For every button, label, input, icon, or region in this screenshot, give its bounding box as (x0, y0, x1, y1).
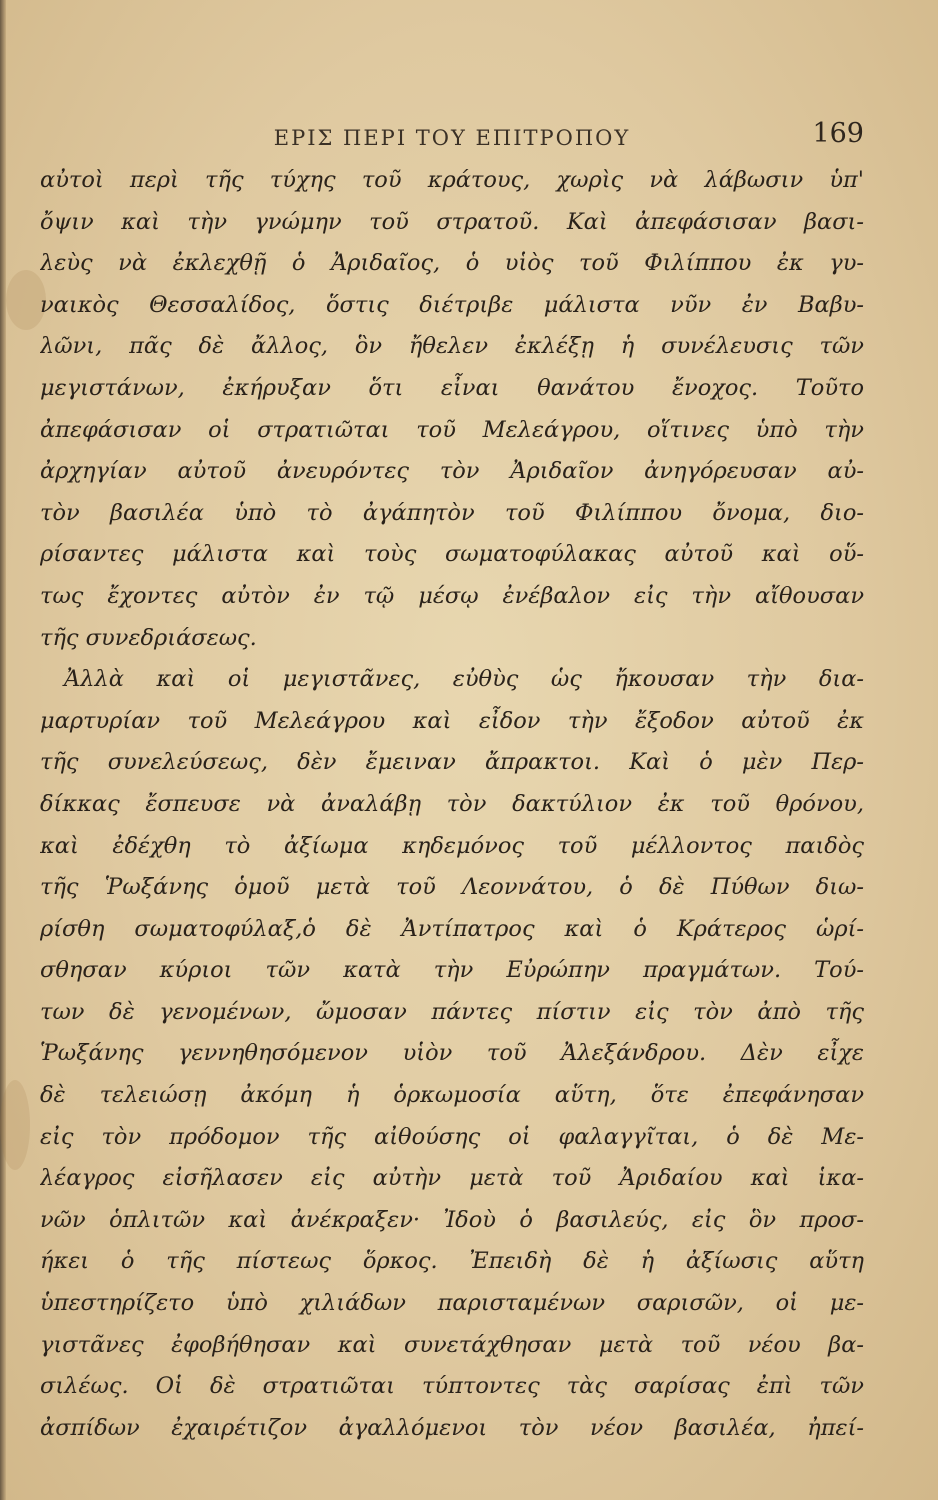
text-line: τῆς συνελεύσεως, δὲν ἔμειναν ἄπρακτοι. Καὶ ὁ μὲν Περ- (40, 749, 864, 776)
text-line: καὶ ἐδέχθη τὸ ἀξίωμα κηδεμόνος τοῦ μέλλοντος παιδὸς (40, 832, 864, 859)
text-line: ὄψιν καὶ τὴν γνώμην τοῦ στρατοῦ. Καὶ ἀπεφάσισαν βασι- (40, 208, 864, 235)
text-line: δίκκας ἔσπευσε νὰ ἀναλάβῃ τὸν δακτύλιον ἐκ τοῦ θρόνου, (40, 790, 864, 817)
text-line: μεγιστάνων, ἐκήρυξαν ὅτι εἶναι θανάτου ἔνοχος. Τοῦτο (40, 374, 864, 401)
text-line: δὲ τελειώσῃ ἀκόμη ἡ ὁρκωμοσία αὕτη, ὅτε ἐπεφάνησαν (40, 1082, 864, 1109)
paper-stain (0, 1080, 30, 1170)
text-line: των δὲ γενομένων, ὤμοσαν πάντες πίστιν εἰς τὸν ἀπὸ τῆς (40, 998, 864, 1025)
text-line: σθησαν κύριοι τῶν κατὰ τὴν Εὐρώπην πραγμάτων. Τού- (40, 957, 864, 984)
text-line: ἀρχηγίαν αὐτοῦ ἀνευρόντες τὸν Ἀριδαῖον ἀνηγόρευσαν αὐ- (40, 458, 864, 485)
text-line: Ῥωξάνης γεννηθησόμενον υἱὸν τοῦ Ἀλεξάνδρου. Δὲν εἶχε (40, 1040, 864, 1067)
text-line: τὸν βασιλέα ὑπὸ τὸ ἀγάπητὸν τοῦ Φιλίππου ὄνομα, διο- (40, 499, 864, 526)
paragraph-end-line: τῆς συνεδριάσεως. (40, 624, 257, 651)
text-line: λέαγρος εἰσῆλασεν εἰς αὐτὴν μετὰ τοῦ Ἀριδαίου καὶ ἱκα- (40, 1165, 864, 1192)
text-line: εἰς τὸν πρόδομον τῆς αἰθούσης οἱ φαλαγγῖται, ὁ δὲ Με- (40, 1123, 864, 1150)
text-line: ὑπεστηρίζετο ὑπὸ χιλιάδων παρισταμένων σαρισῶν, οἱ με- (40, 1290, 864, 1317)
text-line: λεὺς νὰ ἐκλεχθῇ ὁ Ἀριδαῖος, ὁ υἱὸς τοῦ Φιλίππου ἐκ γυ- (40, 250, 864, 277)
text-line: σιλέως. Οἱ δὲ στρατιῶται τύπτοντες τὰς σαρίσας ἐπὶ τῶν (40, 1373, 864, 1400)
body-text (40, 160, 864, 1449)
page-binding-edge (0, 0, 6, 1500)
text-line: ρίσαντες μάλιστα καὶ τοὺς σωματοφύλακας αὐτοῦ καὶ οὕ- (40, 541, 864, 568)
running-head: ΕΡΙΣ ΠΕΡΙ ΤΟΥ ΕΠΙΤΡΟΠΟΥ (273, 126, 631, 150)
page-number: 169 (812, 118, 864, 149)
page-header (40, 118, 864, 158)
text-line: νῶν ὁπλιτῶν καὶ ἀνέκραξεν· Ἰδοὺ ὁ βασιλεύς, εἰς ὃν προσ- (40, 1206, 864, 1233)
text-line: ναικὸς Θεσσαλίδος, ὅστις διέτριβε μάλιστα νῦν ἐν Βαβυ- (40, 291, 864, 318)
text-line: λῶνι, πᾶς δὲ ἄλλος, ὃν ἤθελεν ἐκλέξῃ ἡ συνέλευσις τῶν (40, 333, 864, 360)
text-line: γιστᾶνες ἐφοβήθησαν καὶ συνετάχθησαν μετὰ τοῦ νέου βα- (40, 1331, 864, 1358)
text-line: ήκει ὁ τῆς πίστεως ὅρκος. Ἐπειδὴ δὲ ἡ ἀξίωσις αὕτη (40, 1248, 864, 1275)
text-line: τως ἔχοντες αὐτὸν ἐν τῷ μέσῳ ἐνέβαλον εἰς τὴν αἴθουσαν (40, 582, 864, 609)
text-line: ἀσπίδων ἐχαιρέτιζον ἀγαλλόμενοι τὸν νέον βασιλέα, ἠπεί- (40, 1414, 864, 1441)
text-line: ρίσθη σωματοφύλαξ,ὁ δὲ Ἀντίπατρος καὶ ὁ Κράτερος ὡρί- (40, 915, 864, 942)
text-line: αὐτοὶ περὶ τῆς τύχης τοῦ κράτους, χωρὶς νὰ λάβωσιν ὑπ' (40, 167, 864, 193)
paragraph-start-line: Ἀλλὰ καὶ οἱ μεγιστᾶνες, εὐθὺς ὡς ἤκουσαν τὴν δια- (64, 666, 864, 693)
text-line: μαρτυρίαν τοῦ Μελεάγρου καὶ εἶδον τὴν ἔξοδον αὐτοῦ ἐκ (40, 707, 864, 734)
text-line: ἀπεφάσισαν οἱ στρατιῶται τοῦ Μελεάγρου, οἵτινες ὑπὸ τὴν (40, 416, 864, 443)
text-line: τῆς Ῥωξάνης ὁμοῦ μετὰ τοῦ Λεοννάτου, ὁ δὲ Πύθων διω- (40, 874, 864, 901)
